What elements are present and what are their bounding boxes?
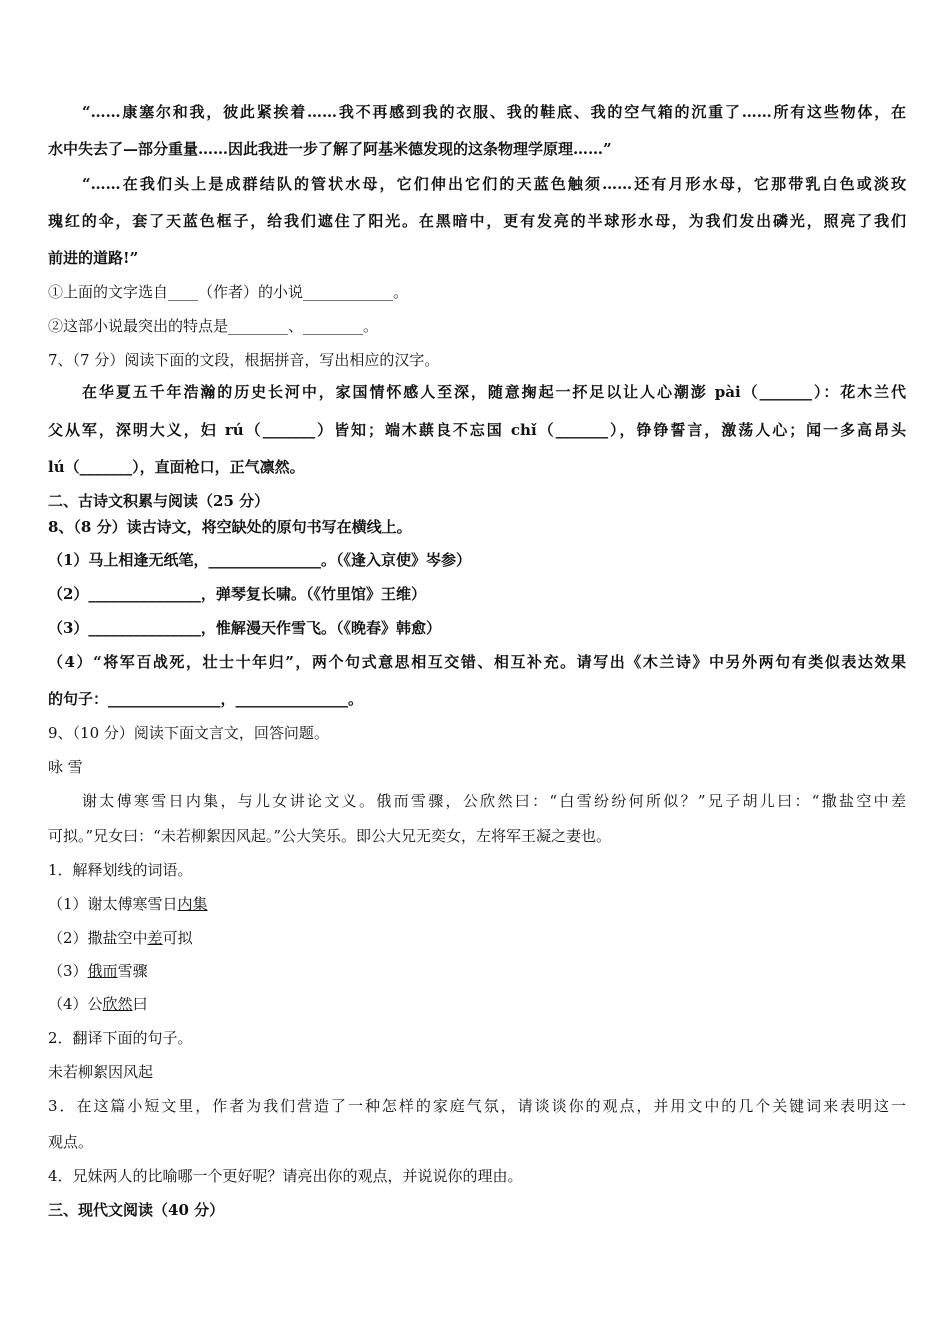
item-suffix: 曰 bbox=[132, 995, 148, 1013]
section-2-heading: 二、古诗文积累与阅读（25 分） bbox=[48, 492, 270, 510]
item-suffix: 可拟 bbox=[162, 929, 193, 947]
question-8-item-3: （3）_______________，惟解漫天作雪飞。（《晚春》韩愈） bbox=[48, 619, 441, 637]
sub-question-1-item-3 bbox=[48, 961, 906, 981]
question-8-item-1: （1）马上相逢无纸笔，_______________。（《逢入京使》岑参） bbox=[48, 551, 471, 569]
underlined-term: 差 bbox=[147, 929, 163, 947]
question-7-text-line-3: lú（_______），直面枪口，正气凛然。 bbox=[48, 458, 305, 476]
underlined-term: 俄而 bbox=[87, 962, 118, 980]
item-suffix: 雪骤 bbox=[117, 962, 148, 980]
sub-question-4: 4．兄妹两人的比喻哪一个更好呢？请亮出你的观点，并说说你的理由。 bbox=[48, 1167, 523, 1185]
sub-question-1: 1．解释划线的词语。 bbox=[48, 861, 193, 879]
classical-text-title: 咏 雪 bbox=[48, 758, 83, 776]
item-prefix: （1）谢太傅寒雪日 bbox=[48, 895, 178, 913]
passage-paragraph-1-line-2: 水中失去了—部分重量……因此我进一步了解了阿基米德发现的这条物理学原理……” bbox=[48, 140, 612, 158]
passage-paragraph-2-line-3: 前进的道路!” bbox=[48, 249, 139, 267]
question-7-text-line-1: 在华夏五千年浩瀚的历史长河中，家国情怀感人至深，随意掬起一抔足以让人心潮澎 pài（_______）：花木兰代 bbox=[82, 383, 906, 401]
question-6-part-2: ②这部小说最突出的特点是________、________。 bbox=[48, 317, 379, 335]
question-8-title: 8、（8 分）读古诗文，将空缺处的原句书写在横线上。 bbox=[48, 518, 412, 536]
sub-question-2-sentence: 未若柳絮因风起 bbox=[48, 1063, 154, 1081]
question-8-item-4-line-1: （4）“将军百战死，壮士十年归”，两个句式意思相互交错、相互补充。请写出《木兰诗》中另外两句有类似表达效果 bbox=[48, 653, 906, 671]
question-8-item-4-line-2: 的句子：_______________，_______________。 bbox=[48, 690, 364, 708]
sub-question-2: 2．翻译下面的句子。 bbox=[48, 1029, 193, 1047]
classical-text-line-1: 谢太傅寒雪日内集，与儿女讲论文义。俄而雪骤，公欣然曰：“白雪纷纷何所似？”兄子胡儿曰：“撒盐空中差 bbox=[82, 792, 906, 810]
passage-paragraph-2-line-2: 瑰红的伞，套了天蓝色框子，给我们遮住了阳光。在黑暗中，更有发亮的半球形水母，为我们发出磷光，照亮了我们 bbox=[48, 212, 906, 230]
underlined-term: 内集 bbox=[177, 895, 208, 913]
sub-question-3-line-1: 3．在这篇小短文里，作者为我们营造了一种怎样的家庭气氛，请谈谈你的观点，并用文中的几个关键词来表明这一 bbox=[48, 1097, 906, 1115]
item-prefix: （2）撒盐空中 bbox=[48, 929, 148, 947]
passage-paragraph-2-line-1: “……在我们头上是成群结队的管状水母，它们伸出它们的天蓝色触须……还有月形水母，它那带乳白色或淡玫 bbox=[82, 175, 906, 193]
classical-text-line-2: 可拟。”兄女曰：“未若柳絮因风起。”公大笑乐。即公大兄无奕女，左将军王凝之妻也。 bbox=[48, 827, 612, 845]
section-3-heading: 三、现代文阅读（40 分） bbox=[48, 1201, 225, 1219]
sub-question-1-item-2 bbox=[48, 928, 906, 948]
sub-question-1-item-1 bbox=[48, 894, 906, 914]
item-prefix: （4）公 bbox=[48, 995, 103, 1013]
question-7-title: 7、（7 分）阅读下面的文段，根据拼音，写出相应的汉字。 bbox=[48, 351, 440, 369]
passage-paragraph-1-line-1: “……康塞尔和我，彼此紧挨着……我不再感到我的衣服、我的鞋底、我的空气箱的沉重了……所有这些物体，在 bbox=[82, 103, 906, 121]
underlined-term: 欣然 bbox=[102, 995, 133, 1013]
question-6-part-1: ①上面的文字选自____（作者）的小说____________。 bbox=[48, 283, 409, 301]
question-9-title: 9、（10 分）阅读下面文言文，回答问题。 bbox=[48, 724, 329, 742]
question-7-text-line-2: 父从军，深明大义，妇 rú（_______）皆知；端木蕻良不忘国 chǐ（_______），铮铮誓言，激荡人心；闻一多高昂头 bbox=[48, 421, 906, 439]
question-8-item-2: （2）_______________，弹琴复长啸。（《竹里馆》王维） bbox=[48, 585, 426, 603]
item-prefix: （3） bbox=[48, 962, 88, 980]
sub-question-3-line-2: 观点。 bbox=[48, 1133, 94, 1151]
sub-question-1-item-4 bbox=[48, 994, 906, 1014]
